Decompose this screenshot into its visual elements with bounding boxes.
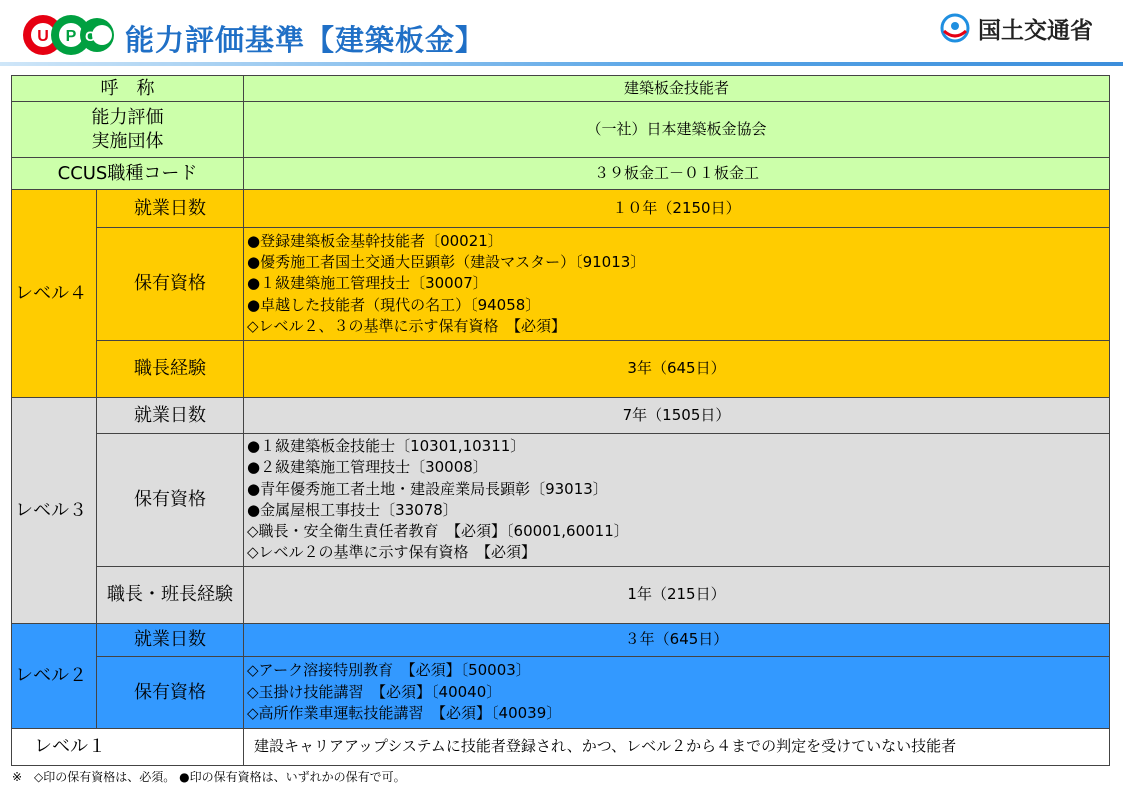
level3-days-label: 就業日数 (97, 398, 244, 434)
level3-qual-item: ◇職長・安全衛生責任者教育 【必須】〔60001,60011〕 (247, 522, 629, 541)
level4-label: レベル４ (12, 190, 97, 398)
level2-days-value: ３年（645日） (244, 623, 1110, 656)
organization-label-line1: 能力評価 (91, 107, 164, 129)
row-organization (12, 102, 1110, 158)
level4-days-label: 就業日数 (97, 190, 244, 228)
row-name (12, 76, 1110, 102)
level1-value: 建設キャリアアップシステムに技能者登録され、かつ、レベル２から４までの判定を受けていない技能者 (244, 728, 1110, 765)
level3-quals-label: 保有資格 (97, 434, 244, 567)
level4-quals-label: 保有資格 (97, 228, 244, 341)
footnote: ※ ◇印の保有資格は、必須。 ●印の保有資格は、いずれかの保有で可。 (12, 770, 406, 784)
level3-qual-item: ●青年優秀施工者土地・建設産業局長顕彰〔93013〕 (247, 479, 608, 498)
page-title: 能力評価基準【建築板金】 (125, 23, 486, 57)
level4-exp-row (12, 341, 1110, 398)
row-ccus-code (12, 158, 1110, 190)
logo-letter-c: C (84, 28, 96, 44)
level2-quals-row (12, 656, 1110, 728)
level3-days-value: 7年（1505日） (244, 398, 1110, 434)
level3-exp-label: 職長・班長経験 (97, 566, 244, 623)
ccus-logo (22, 12, 114, 58)
level3-quals-list (244, 434, 1110, 567)
level3-exp-value: 1年（215日） (244, 566, 1110, 623)
level2-quals-list (244, 656, 1110, 728)
level4-qual-item: ●１級建築施工管理技士〔30007〕 (247, 274, 488, 293)
organization-label (12, 102, 244, 158)
evaluation-table (11, 75, 1110, 766)
ministry-name: 国土交通省 (978, 17, 1093, 44)
level4-quals-list (244, 228, 1110, 341)
level4-qual-item: ◇レベル２、３の基準に示す保有資格 【必須】 (247, 316, 567, 335)
level3-days-row (12, 398, 1110, 434)
ccus-code-label: CCUS職種コード (12, 158, 244, 190)
level2-quals-label: 保有資格 (97, 656, 244, 728)
level2-days-row (12, 623, 1110, 656)
level4-days-value: １０年（2150日） (244, 190, 1110, 228)
level3-exp-row (12, 566, 1110, 623)
level1-label: レベル１ (12, 728, 244, 765)
ministry-emblem-icon (940, 13, 970, 43)
organization-label-line2: 実施団体 (91, 130, 164, 152)
level4-qual-item: ●登録建築板金基幹技能者〔00021〕 (247, 231, 503, 250)
level2-qual-item: ◇玉掛け技能講習 【必須】〔40040〕 (247, 682, 502, 701)
level4-days-row (12, 190, 1110, 228)
level2-label: レベル２ (12, 623, 97, 728)
level4-quals-row (12, 228, 1110, 341)
name-value: 建築板金技能者 (244, 76, 1110, 102)
level4-exp-value: 3年（645日） (244, 341, 1110, 398)
level3-qual-item: ◇レベル２の基準に示す保有資格 【必須】 (247, 543, 537, 562)
ccus-code-value: ３９板金工－０１板金工 (244, 158, 1110, 190)
level3-qual-item: ●２級建築施工管理技士〔30008〕 (247, 458, 488, 477)
level3-label: レベル３ (12, 398, 97, 624)
level4-exp-label: 職長経験 (97, 341, 244, 398)
logo-letter-p: P (65, 28, 77, 45)
ministry-logo (940, 12, 1093, 44)
level3-qual-item: ●１級建築板金技能士〔10301,10311〕 (247, 437, 526, 455)
level3-quals-row (12, 434, 1110, 567)
level4-qual-item: ●卓越した技能者（現代の名工）〔94058〕 (247, 295, 541, 314)
level2-days-label: 就業日数 (97, 623, 244, 656)
level1-row (12, 728, 1110, 765)
header-divider (0, 62, 1123, 66)
level2-qual-item: ◇アーク溶接特別教育 【必須】〔50003〕 (247, 661, 531, 680)
level2-qual-item: ◇高所作業車運転技能講習 【必須】〔40039〕 (247, 703, 562, 722)
name-label: 呼 称 (12, 76, 244, 102)
logo-letter-u: U (37, 28, 49, 45)
organization-value: （一社）日本建築板金協会 (244, 102, 1110, 158)
page-header (0, 0, 1123, 68)
level4-qual-item: ●優秀施工者国土交通大臣顕彰（建設マスター）〔91013〕 (247, 253, 646, 272)
level3-qual-item: ●金属屋根工事技士〔33078〕 (247, 500, 458, 519)
